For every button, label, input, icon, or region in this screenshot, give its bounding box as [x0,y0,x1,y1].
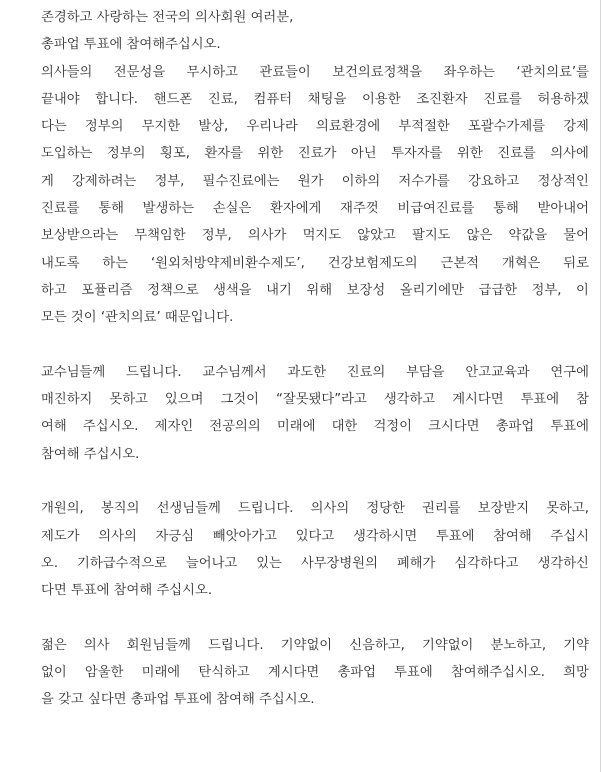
paragraph-spacer [41,468,589,495]
greeting-line-2: 총파업 투표에 참여해주십시오. [41,37,221,53]
paragraph-line: 내도록 하는 ‘원외처방약제비환수제도’, 건강보험제도의 근본적 개혁은 뒤로 [41,255,589,271]
paragraph-line: 게 강제하려는 정부, 필수진료에는 원가 이하의 저수가를 강요하고 정상적인 [41,173,589,189]
paragraph-line: 모든 것이 ‘관치의료’ 때문입니다. [41,310,234,326]
paragraph-line: 보상받으라는 무책임한 정부, 의사가 먹지도 않았고 팔지도 않은 약값을 물어 [41,228,589,244]
paragraph-line: 개원의, 봉직의 선생님들께 드립니다. 의사의 정당한 권리를 보장받지 못하고, [41,501,589,517]
paragraph-spacer [41,605,589,632]
paragraph-professors [41,359,589,468]
paragraph-line: 을 갖고 싶다면 총파업 투표에 참여해 주십시오. [41,692,315,708]
paragraph-line: 하고 포퓰리즘 정책으로 생색을 내기 위해 보장성 올리기에만 급급한 정부, 이 [41,282,589,298]
paragraph-line: 다는 정부의 무지한 발상, 우리나라 의료환경에 부적절한 포괄수가제를 강제 [41,119,589,135]
paragraph-line: 다면 투표에 참여해 주십시오. [41,583,213,599]
paragraph-government-policy [41,59,589,332]
paragraph-line: 진료를 통해 발생하는 손실은 환자에게 재주껏 비급여진료를 통해 받아내어 [41,201,589,217]
paragraph-line: 여해 주십시오. 제자인 전공의의 미래에 대한 걱정이 크시다면 총파업 투표에 [41,419,589,435]
paragraph-line: 도입하는 정부의 횡포, 환자를 위한 진료가 아닌 투자자를 위한 진료를 의사에 [41,146,589,162]
paragraph-line: 교수님들께 드립니다. 교수님께서 과도한 진료의 부담을 안고교육과 연구에 [41,364,589,380]
paragraph-line: 오. 기하급수적으로 늘어나고 있는 사무장병원의 폐해가 심각하다고 생각하신 [41,555,589,571]
paragraph-line: 젊은 의사 회원님들께 드립니다. 기약없이 신음하고, 기약없이 분노하고, 기약 [41,637,589,653]
paragraph-line: 없이 암울한 미래에 탄식하고 계시다면 총파업 투표에 참여해주십시오. 희망 [41,665,589,681]
paragraph-line: 끝내야 합니다. 핸드폰 진료, 컴퓨터 채팅을 이용한 조진환자 진료를 허용하겠 [41,91,589,107]
paragraph-practitioners [41,495,589,604]
paragraph-young-doctors [41,632,589,714]
paragraph-spacer [41,332,589,359]
paragraph-line: 참여해 주십시오. [41,446,140,462]
greeting-line-1: 존경하고 사랑하는 전국의 의사회원 여러분, [41,10,294,25]
letter-body [41,4,589,714]
paragraph-line: 제도가 의사의 자긍심 빼앗아가고 있다고 생각하시면 투표에 참여해 주십시 [41,528,589,544]
paragraph-line: 매진하지 못하고 있으며 그것이 “잘못됐다”라고 생각하고 계시다면 투표에 참 [41,392,589,408]
paragraph-line: 의사들의 전문성을 무시하고 관료들이 보건의료정책을 좌우하는 ‘관치의료’를 [41,64,589,80]
